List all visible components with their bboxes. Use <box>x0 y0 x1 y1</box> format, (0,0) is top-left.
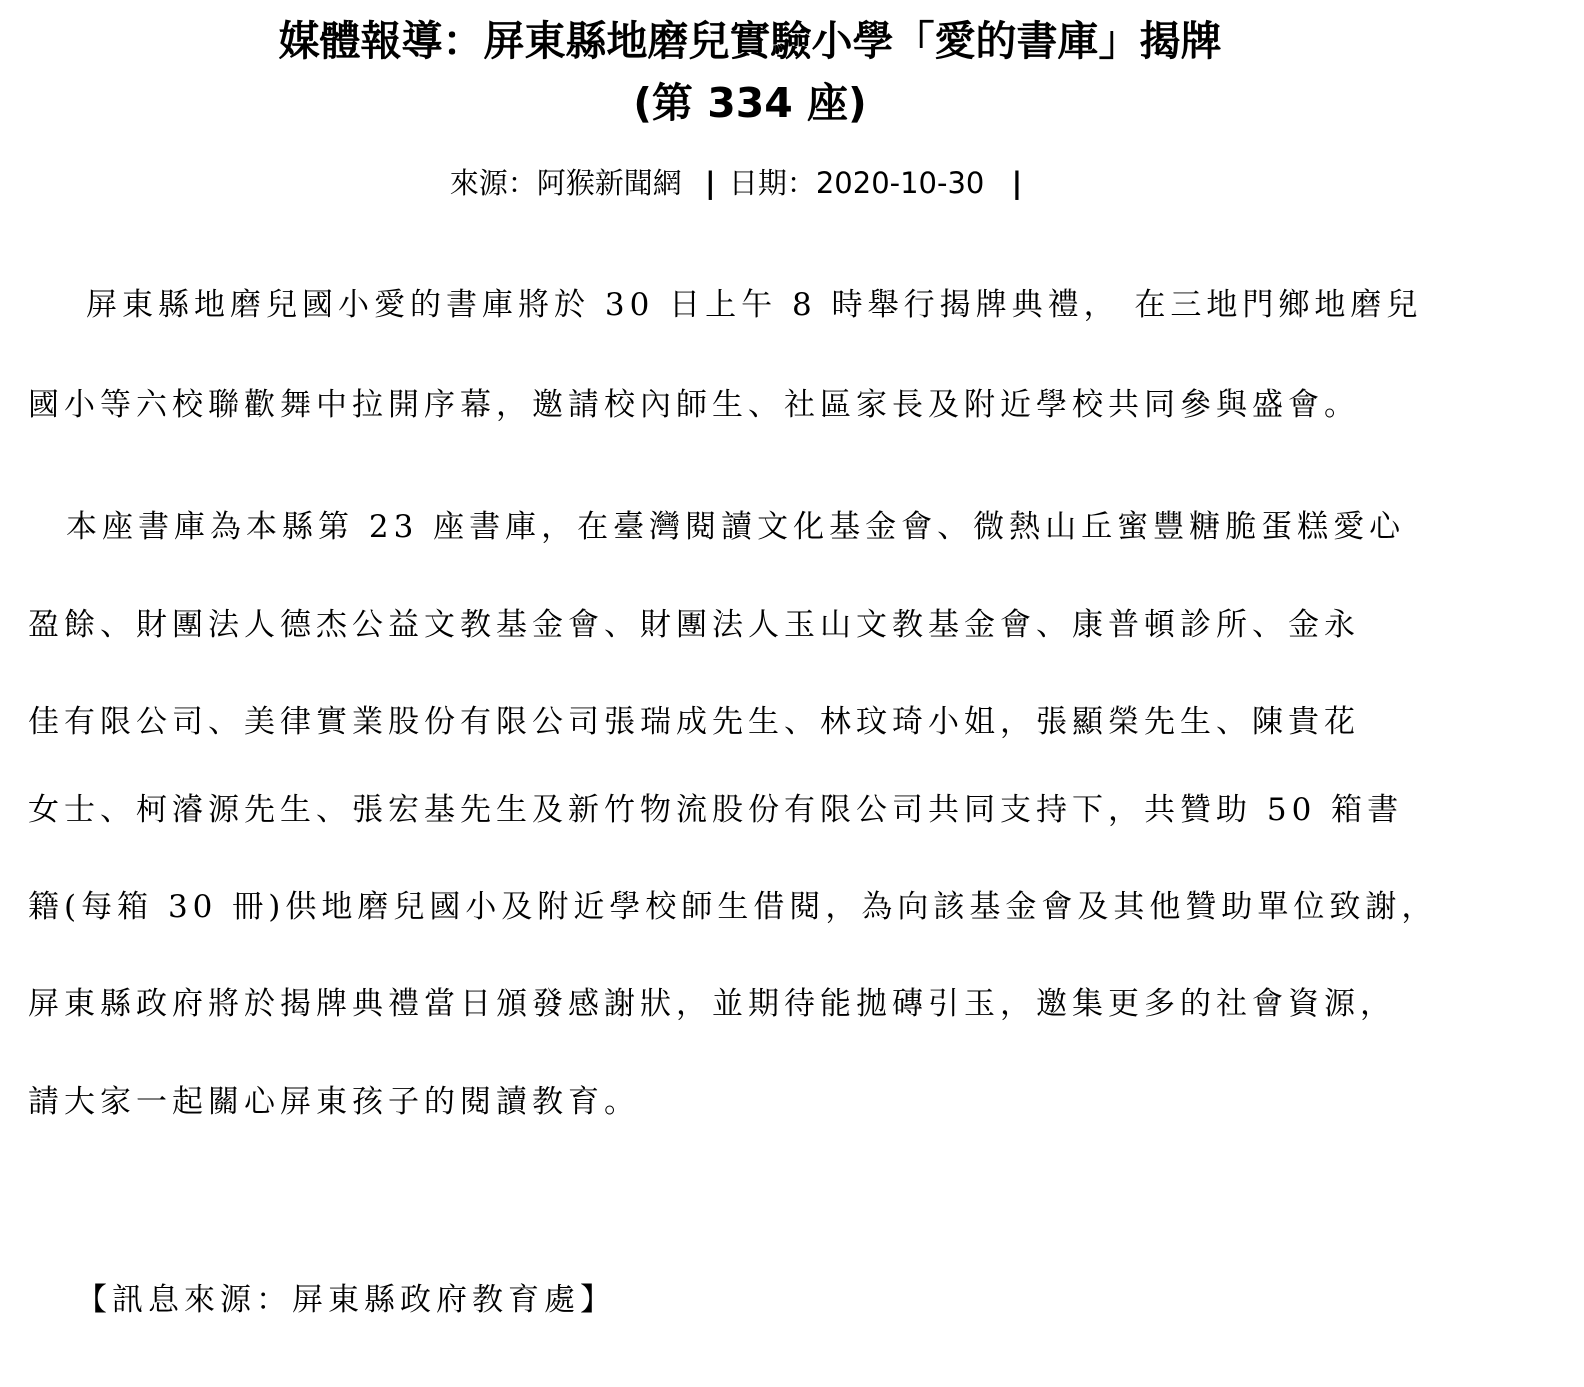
article-title-subtitle: (第 334 座) <box>633 79 867 127</box>
paragraph-2-line: 屏東縣政府將於揭牌典禮當日頒發感謝狀，並期待能拋磚引玉，邀集更多的社會資源， <box>28 986 1396 1022</box>
paragraph-1-line: 國小等六校聯歡舞中拉開序幕，邀請校內師生、社區家長及附近學校共同參與盛會。 <box>28 387 1360 423</box>
source-label: 來源：阿猴新聞網 <box>449 166 682 200</box>
meta-separator: | <box>705 166 716 200</box>
meta-separator-end: | <box>1011 166 1023 200</box>
paragraph-2-line: 女士、柯濬源先生、張宏基先生及新竹物流股份有限公司共同支持下，共贊助 50 箱書 <box>28 792 1404 828</box>
paragraph-2-line: 請大家一起關心屏東孩子的閱讀教育。 <box>28 1084 640 1120</box>
date-label: 日期：2020-10-30 <box>728 166 985 200</box>
paragraph-2-line: 盈餘、財團法人德杰公益文教基金會、財團法人玉山文教基金會、康普頓診所、金永 <box>28 607 1360 643</box>
paragraph-2-line: 佳有限公司、美律實業股份有限公司張瑞成先生、林玟琦小姐，張顯榮先生、陳貴花 <box>28 704 1360 740</box>
paragraph-2-line: 籍(每箱 30 冊)供地磨兒國小及附近學校師生借閱，為向該基金會及其他贊助單位致謝， <box>28 889 1438 925</box>
paragraph-2-line: 本座書庫為本縣第 23 座書庫，在臺灣閱讀文化基金會、微熱山丘蜜豐糖脆蛋糕愛心 <box>66 509 1406 545</box>
article-title: 媒體報導：屏東縣地磨兒實驗小學「愛的書庫」揭牌 <box>278 17 1222 65</box>
news-source-footer: 【訊息來源：屏東縣政府教育處】 <box>76 1282 616 1318</box>
article-meta <box>0 162 1472 204</box>
paragraph-1-line: 屏東縣地磨兒國小愛的書庫將於 30 日上午 8 時舉行揭牌典禮， 在三地門鄉地磨兒 <box>86 287 1423 323</box>
